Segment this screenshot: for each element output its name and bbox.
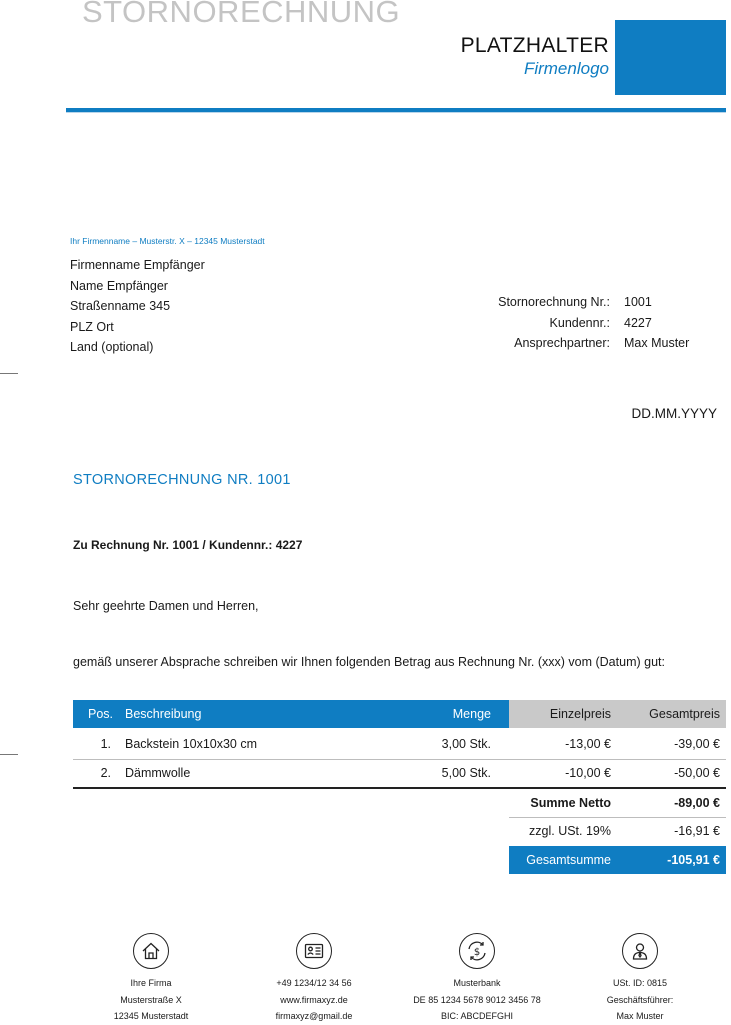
fold-mark bbox=[0, 754, 18, 755]
invoice-heading: STORNORECHNUNG NR. 1001 bbox=[73, 472, 291, 488]
recipient-company: Firmenname Empfänger bbox=[70, 258, 205, 272]
footer-line: firmaxyz@gmail.de bbox=[275, 1011, 353, 1021]
sender-address-line: Ihr Firmenname – Musterstr. X – 12345 Musterstadt bbox=[70, 236, 265, 246]
header-description: Beschreibung bbox=[125, 707, 202, 721]
summary-net-value: -89,00 € bbox=[674, 796, 720, 810]
logo-subtitle: Firmenlogo bbox=[523, 59, 609, 78]
document-title: STORNORECHNUNG bbox=[82, 0, 401, 29]
footer-bank bbox=[392, 975, 562, 1025]
person-icon bbox=[622, 933, 658, 969]
summary-vat-value: -16,91 € bbox=[674, 824, 720, 838]
recipient-city: PLZ Ort bbox=[70, 319, 114, 334]
row-description: Backstein 10x10x30 cm bbox=[125, 737, 258, 751]
footer-line: Ihre Firma bbox=[130, 978, 172, 988]
summary-total-label: Gesamtsumme bbox=[526, 853, 611, 867]
footer-line: 12345 Musterstadt bbox=[113, 1011, 189, 1021]
row-pos: 2. bbox=[100, 766, 111, 780]
contact-card-icon bbox=[296, 933, 332, 969]
meta-value-customer-number: 4227 bbox=[624, 315, 652, 330]
row-quantity: 5,00 Stk. bbox=[441, 766, 491, 780]
footer-company bbox=[66, 975, 236, 1025]
meta-label-customer-number: Kundennr.: bbox=[549, 315, 610, 330]
footer-line: USt. ID: 0815 bbox=[612, 978, 668, 988]
recipient-street: Straßenname 345 bbox=[70, 299, 171, 313]
footer-line: DE 85 1234 5678 9012 3456 78 bbox=[413, 994, 541, 1005]
footer-line: Musterstraße X bbox=[120, 994, 182, 1005]
meta-label-contact: Ansprechpartner: bbox=[514, 336, 610, 350]
footer-line: BIC: ABCDEFGHI bbox=[440, 1011, 513, 1021]
fold-mark bbox=[0, 373, 18, 374]
header-unit-price: Einzelpreis bbox=[549, 707, 611, 721]
footer-contact bbox=[229, 975, 399, 1025]
invoice-reference: Zu Rechnung Nr. 1001 / Kundennr.: 4227 bbox=[73, 538, 303, 552]
summary-total-value: -105,91 € bbox=[667, 853, 720, 867]
row-unit-price: -13,00 € bbox=[565, 737, 611, 751]
recipient-address bbox=[70, 255, 205, 358]
logo-box bbox=[615, 20, 726, 95]
header-rule-shadow bbox=[66, 112, 726, 113]
row-unit-price: -10,00 € bbox=[565, 766, 611, 780]
header-quantity: Menge bbox=[452, 707, 491, 721]
money-exchange-icon bbox=[459, 933, 495, 969]
body-text: gemäß unserer Absprache schreiben wir Ihnen folgenden Betrag aus Rechnung Nr. (xxx) vom (Datum) gut: bbox=[73, 655, 665, 669]
greeting: Sehr geehrte Damen und Herren, bbox=[73, 599, 259, 613]
header-pos: Pos. bbox=[87, 707, 113, 721]
header-total-price: Gesamtpreis bbox=[649, 707, 720, 721]
house-icon bbox=[133, 933, 169, 969]
row-total-price: -39,00 € bbox=[674, 737, 720, 751]
row-pos: 1. bbox=[100, 737, 111, 751]
recipient-name: Name Empfänger bbox=[70, 278, 168, 293]
footer-tax bbox=[555, 975, 725, 1025]
logo-placeholder-text: PLATZHALTER bbox=[460, 34, 609, 57]
row-description: Dämmwolle bbox=[125, 766, 191, 780]
row-quantity: 3,00 Stk. bbox=[441, 737, 491, 751]
summary-vat-label: zzgl. USt. 19% bbox=[529, 824, 611, 838]
summary-net-label: Summe Netto bbox=[530, 796, 611, 810]
meta-value-contact: Max Muster bbox=[624, 336, 690, 350]
footer-line: +49 1234/12 34 56 bbox=[276, 978, 352, 988]
footer-line: Geschäftsführer: bbox=[606, 994, 674, 1005]
svg-text:$: $ bbox=[473, 947, 481, 958]
footer-line: Max Muster bbox=[616, 1011, 664, 1021]
recipient-country: Land (optional) bbox=[70, 340, 154, 354]
footer-line: Musterbank bbox=[453, 978, 501, 988]
meta-value-invoice-number: 1001 bbox=[624, 295, 652, 309]
footer-line: www.firmaxyz.de bbox=[280, 994, 348, 1005]
document-date: DD.MM.YYYY bbox=[631, 406, 717, 421]
meta-label-invoice-number: Stornorechnung Nr.: bbox=[498, 295, 610, 309]
row-total-price: -50,00 € bbox=[674, 766, 720, 780]
